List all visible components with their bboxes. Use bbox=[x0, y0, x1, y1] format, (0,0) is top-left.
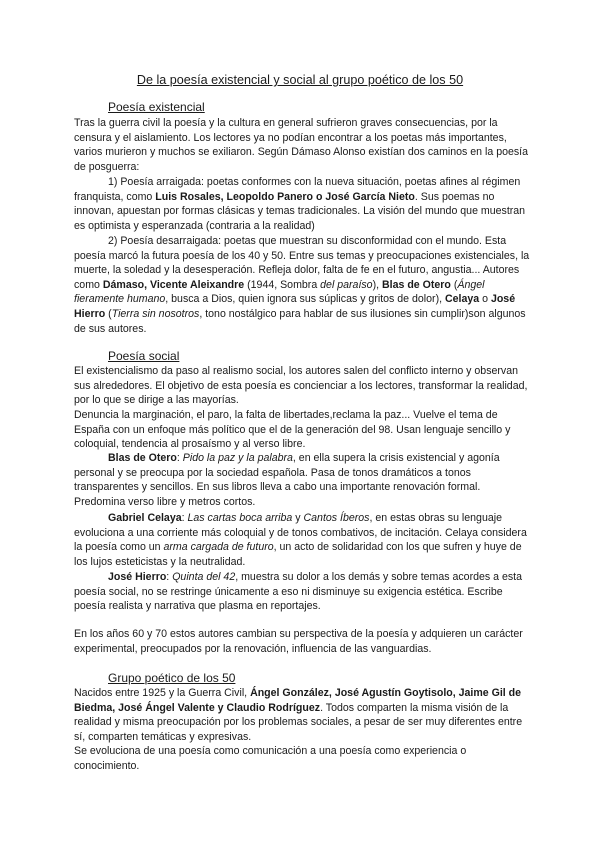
paragraph-poesia-arraigada: 1) Poesía arraigada: poetas conformes con la nueva situación, poetas afines al régimen franquista, como Luis Rosales, Leopoldo Panero o José García Nieto. Sus poemas no innovan, apuestan por formas clásicas y temas tradicionales. La visión del mundo que muestran es optimista y esperanzada (contraria a la realidad) bbox=[74, 176, 526, 232]
paragraph-jose-hierro: José Hierro: Quinta del 42, muestra su dolor a los demás y sobre temas acordes a esta poesía social, no se restringe únicamente a eso ni disminuye su exigencia estética. Escribe poesía realista y narrativa que plasma en reportajes. bbox=[74, 571, 522, 613]
document-title: De la poesía existencial y social al grupo poético de los 50 bbox=[136, 73, 464, 87]
paragraph-social-denuncia: Denuncia la marginación, el paro, la falta de libertades,reclama la paz... Vuelve el tema de España con un enfoque más político que el de la generación del 98. Usan lenguaje sencillo y coloquial, tendencia al prosaísmo y al verso libre. bbox=[74, 409, 511, 451]
heading-grupo-50: Grupo poético de los 50 bbox=[108, 671, 236, 685]
paragraph-evolucion: Se evoluciona de una poesía como comunicación a una poesía como experiencia o conocimiento. bbox=[74, 745, 467, 772]
paragraph-social-intro: El existencialismo da paso al realismo social, los autores salen del conflicto interno y observan sus alrededores. El objetivo de esta poesía es concienciar a los lectores, transformar la realidad, por lo que se dirige a las mayorías. bbox=[74, 365, 528, 407]
paragraph-grupo-50: Nacidos entre 1925 y la Guerra Civil, Ángel González, José Agustín Goytisolo, Jaime Gil de Biedma, José Ángel Valente y Claudio Rodríguez. Todos comparten la misma visión de la realidad y misma preocupación por los problemas sociales, a pesar de ser muy diferentes entre sí, comparten temáticas y expresivas. bbox=[74, 687, 523, 743]
heading-poesia-existencial: Poesía existencial bbox=[108, 100, 205, 114]
heading-poesia-social: Poesía social bbox=[108, 349, 180, 363]
paragraph-anos-60-70: En los años 60 y 70 estos autores cambian su perspectiva de la poesía y adquieren un carácter experimental, preocupados por la renovación, influencia de las vanguardias. bbox=[74, 628, 523, 655]
paragraph-intro: Tras la guerra civil la poesía y la cultura en general sufrieron graves consecuencias, por la censura y el aislamiento. Los lectores ya no podían encontrar a los poetas más importantes, varios murieron y muchos se exiliaron. Según Dámaso Alonso existían dos caminos en la poesía de posguerra: bbox=[74, 117, 528, 173]
paragraph-blas-de-otero: Blas de Otero: Pido la paz y la palabra, en ella supera la crisis existencial y agonía personal y se preocupa por la sociedad española. Pasa de tonos dramáticos a tonos transparentes y sencillos. En sus libros lleva a cabo una importante renovación formal. Predomina verso libre y metros cortos. bbox=[74, 452, 500, 508]
paragraph-gabriel-celaya: Gabriel Celaya: Las cartas boca arriba y Cantos Íberos, en estas obras su lenguaje evoluciona a una corriente más coloquial y de tonos combativos, de incitación. Celaya considera la poesía como un arma cargada de futuro, un acto de solidaridad con los que sufren y huye de los lujos esteticistas y la neutralidad. bbox=[74, 512, 527, 568]
paragraph-poesia-desarraigada: 2) Poesía desarraigada: poetas que muestran su disconformidad con el mundo. Esta poesía marcó la futura poesía de los 40 y 50. Entre sus temas y preocupaciones existenciales, la muerte, la soledad y la desesperación. Refleja dolor, falta de fe en el futuro, angustia... Autores como Dámaso, Vicente Aleixandre (1944, Sombra del paraíso), Blas de Otero (Ángel fieramente humano, busca a Dios, quien ignora sus súplicas y gritos de dolor), Celaya o José Hierro (Tierra sin nosotros, tono nostálgico para hablar de sus ilusiones sin cumplir)son algunos de sus autores. bbox=[74, 235, 530, 335]
